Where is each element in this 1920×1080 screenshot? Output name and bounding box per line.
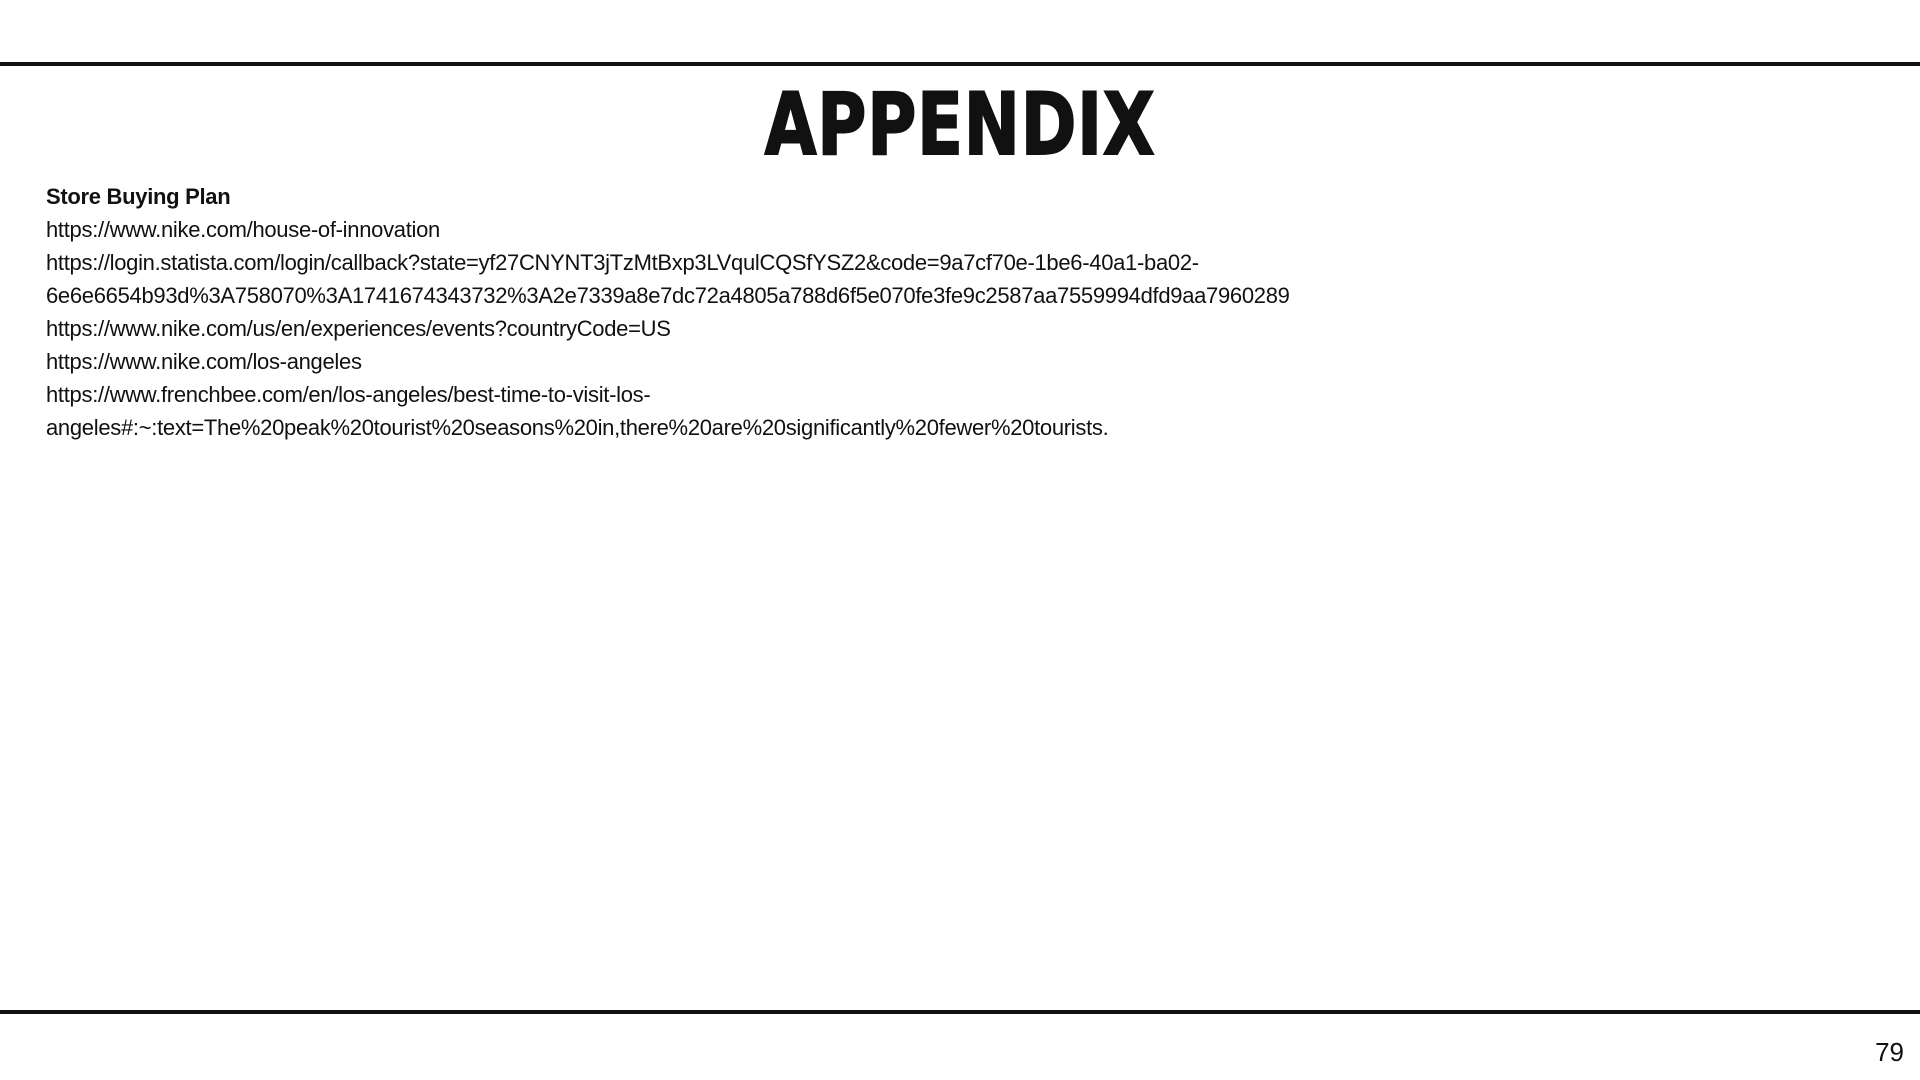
link-house-of-innovation[interactable]: https://www.nike.com/house-of-innovation — [46, 217, 440, 242]
bottom-divider — [0, 1010, 1920, 1014]
appendix-content — [46, 180, 1526, 444]
page-number: 79 — [1875, 1037, 1904, 1067]
link-statista[interactable]: https://login.statista.com/login/callback?state=yf27CNYNT3jTzMtBxp3LVqulCQSfYSZ2&code=9a7cf70e-1be6-40a1-ba02- 6e6e6654b93d%3A758070%3A1741674343732%3A2e7339a8e7dc72a4805a788d6f5e070fe3fe9c2587aa7559994dfd9aa7960289 — [46, 250, 1290, 308]
slide-title: APPENDIX — [764, 75, 1156, 175]
link-nike-los-angeles[interactable]: https://www.nike.com/los-angeles — [46, 349, 362, 374]
link-nike-events[interactable]: https://www.nike.com/us/en/experiences/events?countryCode=US — [46, 316, 671, 341]
top-divider — [0, 62, 1920, 66]
section-heading: Store Buying Plan — [46, 184, 231, 209]
link-frenchbee[interactable]: https://www.frenchbee.com/en/los-angeles/best-time-to-visit-los- angeles#:~:text=The%20peak%20tourist%20seasons%20in,there%20are%20significantly%20fewer%20tourists. — [46, 382, 1109, 440]
